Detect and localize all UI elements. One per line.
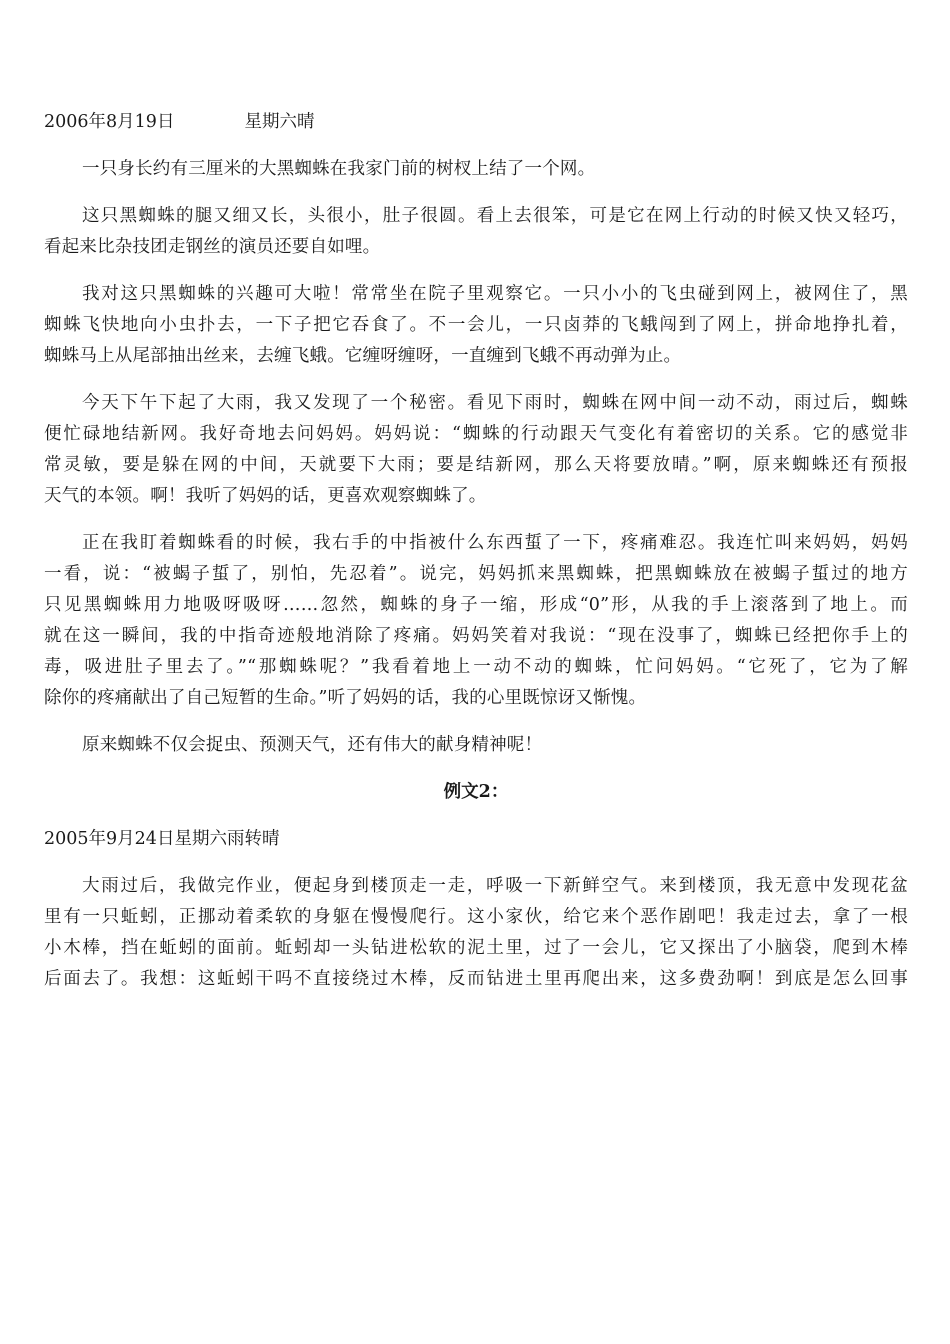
text-line: 毒，吸进肚子里去了。”“那蜘蛛呢？”我看着地上一动不动的蜘蛛，忙问妈妈。“它死了，它为了解 xyxy=(44,657,908,677)
text-line: 天气的本领。啊！我听了妈妈的话，更喜欢观察蜘蛛了。 xyxy=(44,486,487,506)
entry1-date-line xyxy=(44,107,908,138)
entry1-date: 2006年8月19日 xyxy=(44,112,175,132)
text-line: 就在这一瞬间，我的中指奇迹般地消除了疼痛。妈妈笑着对我说：“现在没事了，蜘蛛已经把你手上的 xyxy=(44,626,908,646)
text-line: 我对这只黑蜘蛛的兴趣可大啦！常常坐在院子里观察它。一只小小的飞虫碰到网上，被网住了，黑 xyxy=(82,284,908,304)
text-line: 小木棒，挡在蚯蚓的面前。蚯蚓却一头钻进松软的泥土里，过了一会儿，它又探出了小脑袋，爬到木棒 xyxy=(44,938,908,958)
entry2-date-line: 2005年9月24日星期六雨转晴 xyxy=(44,829,280,849)
paragraph xyxy=(44,154,908,185)
text-line: 蜘蛛飞快地向小虫扑去，一下子把它吞食了。不一会儿，一只卤莽的飞蛾闯到了网上，拼命地挣扎着， xyxy=(44,315,908,335)
paragraph xyxy=(44,388,908,512)
text-line: 大雨过后，我做完作业，便起身到楼顶走一走，呼吸一下新鲜空气。来到楼顶，我无意中发现花盆 xyxy=(82,876,908,896)
paragraph xyxy=(44,871,908,995)
document-page xyxy=(44,107,908,1011)
text-line: 只见黑蜘蛛用力地吸呀吸呀……忽然，蜘蛛的身子一缩，形成“0”形，从我的手上滚落到了地上。而 xyxy=(44,595,908,615)
paragraph xyxy=(44,279,908,372)
text-line: 除你的疼痛献出了自己短暂的生命。”听了妈妈的话，我的心里既惊讶又惭愧。 xyxy=(44,688,647,708)
text-line: 今天下午下起了大雨，我又发现了一个秘密。看见下雨时，蜘蛛在网中间一动不动，雨过后，蜘蛛 xyxy=(82,393,908,413)
paragraph xyxy=(44,201,908,263)
text-line: 正在我盯着蜘蛛看的时候，我右手的中指被什么东西蜇了一下，疼痛难忍。我连忙叫来妈妈，妈妈 xyxy=(82,533,908,553)
text-line: 蜘蛛马上从尾部抽出丝来，去缠飞蛾。它缠呀缠呀，一直缠到飞蛾不再动弹为止。 xyxy=(44,346,682,366)
text-line: 里有一只蚯蚓，正挪动着柔软的身躯在慢慢爬行。这小家伙，给它来个恶作剧吧！我走过去，拿了一根 xyxy=(44,907,908,927)
text-line: 一看，说：“被蝎子蜇了，别怕，先忍着”。说完，妈妈抓来黑蜘蛛，把黑蜘蛛放在被蝎子蜇过的地方 xyxy=(44,564,908,584)
text-line: 常灵敏，要是躲在网的中间，天就要下大雨；要是结新网，那么天将要放晴。”啊，原来蜘蛛还有预报 xyxy=(44,455,908,475)
paragraph xyxy=(44,528,908,714)
text-line: 便忙碌地结新网。我好奇地去问妈妈。妈妈说：“蜘蛛的行动跟天气变化有着密切的关系。它的感觉非 xyxy=(44,424,908,444)
text-line: 原来蜘蛛不仅会捉虫、预测天气，还有伟大的献身精神呢！ xyxy=(82,735,543,755)
entry1-weekday-weather: 星期六晴 xyxy=(244,112,315,132)
section-heading: 例文2： xyxy=(443,782,509,802)
text-line: 看起来比杂技团走钢丝的演员还要自如哩。 xyxy=(44,237,381,257)
text-line: 一只身长约有三厘米的大黑蜘蛛在我家门前的树杈上结了一个网。 xyxy=(82,159,596,179)
text-line: 这只黑蜘蛛的腿又细又长，头很小，肚子很圆。看上去很笨，可是它在网上行动的时候又快又轻巧， xyxy=(82,206,908,226)
paragraph xyxy=(44,730,908,761)
text-line: 后面去了。我想：这蚯蚓干吗不直接绕过木棒，反而钻进土里再爬出来，这多费劲啊！到底是怎么回事 xyxy=(44,969,908,989)
